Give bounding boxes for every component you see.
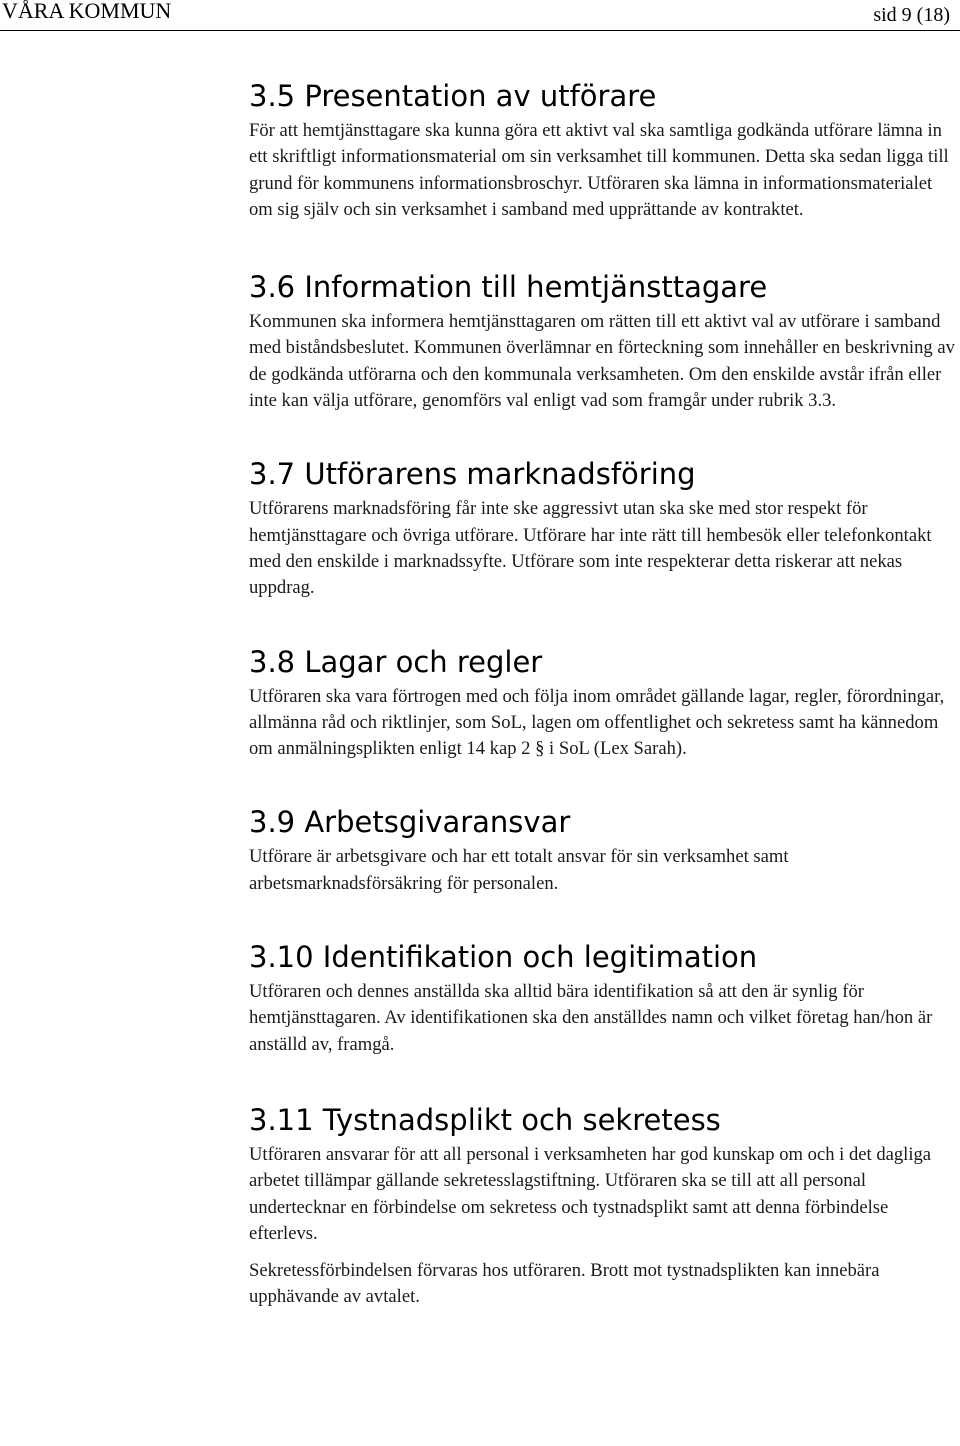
page-number: sid 9 (18) <box>873 4 950 26</box>
section-paragraph: Utföraren ska vara förtrogen med och följa inom området gällande lagar, regler, förordningar, allmänna råd och riktlinjer, som SoL, lagen om offentlighet och sekretess samt ha kännedom om anmälningsplikten enligt 14 kap 2 § i SoL (Lex Sarah). <box>249 685 945 760</box>
section-paragraph: Sekretessförbindelsen förvaras hos utföraren. Brott mot tystnadsplikten kan innebära upphävande av avtalet. <box>249 1260 880 1308</box>
section-marketing <box>249 454 959 601</box>
section-spacer <box>249 1058 959 1100</box>
section-paragraph: Utförare är arbetsgivare och har ett totalt ansvar för sin verksamhet samt arbetsmarknadsförsäkring för personalen. <box>249 846 789 894</box>
section-spacer <box>249 223 959 267</box>
section-spacer <box>249 762 959 802</box>
section-heading: 3.11 Tystnadsplikt och sekretess <box>249 1102 721 1137</box>
page-header <box>0 0 960 31</box>
section-heading: 3.8 Lagar och regler <box>249 644 543 679</box>
section-spacer <box>249 897 959 937</box>
section-spacer <box>249 602 959 642</box>
section-heading: 3.9 Arbetsgivaransvar <box>249 805 571 840</box>
section-paragraph: Kommunen ska informera hemtjänsttagaren om rätten till ett aktivt val av utförare i samband med biståndsbeslutet. Kommunen överlämnar en förteckning som innehåller en beskrivning av de godkända utförarna och den kommunala verksamheten. Om den enskilde avstår ifrån eller inte kan välja utförare, genomförs val enligt vad som framgår under rubrik 3.3. <box>249 311 955 412</box>
section-identification <box>249 937 959 1058</box>
section-employer <box>249 802 959 897</box>
section-heading: 3.10 Identifikation och legitimation <box>249 940 758 975</box>
section-heading: 3.5 Presentation av utförare <box>249 79 657 113</box>
organization-name: VÅRA KOMMUN <box>2 0 172 23</box>
section-laws <box>249 642 959 763</box>
section-confidentiality <box>249 1100 959 1311</box>
section-heading: 3.7 Utförarens marknadsföring <box>249 457 696 492</box>
section-spacer <box>249 414 959 454</box>
section-paragraph: För att hemtjänsttagare ska kunna göra ett aktivt val ska samtliga godkända utförare lämna in ett skriftligt informationsmaterial om sin verksamhet till kommunen. Detta ska sedan ligga till grund för kommunens informationsbroschyr. Utföraren ska lämna in informationsmaterialet om sig själv och sin verksamhet i samband med upprättande av kontraktet. <box>249 120 949 220</box>
section-heading: 3.6 Information till hemtjänsttagare <box>249 270 768 305</box>
document-body <box>249 76 959 1311</box>
section-paragraph: Utföraren ansvarar för att all personal i verksamheten har god kunskap om och i det dagliga arbetet tillämpar gällande sekretesslagstiftning. Utföraren ska se till att all personal undertecknar en förbindelse om sekretess och tystnadsplikt samt att denna förbindelse efterlevs. <box>249 1143 932 1244</box>
section-presentation <box>249 76 959 223</box>
section-information <box>249 267 959 414</box>
section-paragraph: Utföraren och dennes anställda ska alltid bära identifikation så att den är synlig för hemtjänsttagaren. Av identifikationen ska den anställdes namn och vilket företag han/hon är anställd av, framgå. <box>249 981 933 1055</box>
section-paragraph: Utförarens marknadsföring får inte ske aggressivt utan ska ske med stor respekt för hemtjänsttagare och övriga utförare. Utförare har inte rätt till hembesök eller telefonkontakt med den enskilde i marknadssyfte. Utförare som inte respekterar detta riskerar att nekas uppdrag. <box>249 498 932 599</box>
